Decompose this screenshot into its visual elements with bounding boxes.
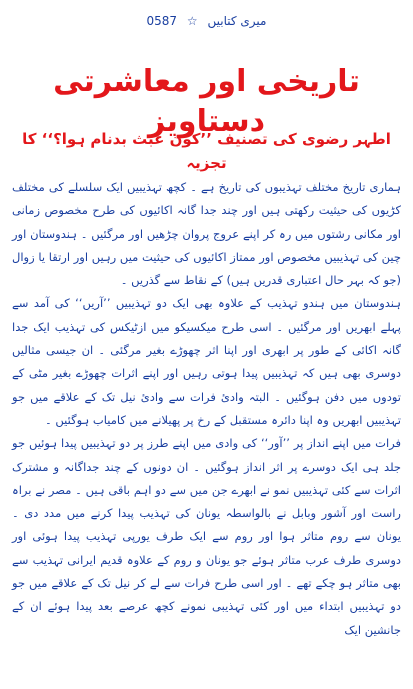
paragraph: ہندوستان میں ہندو تہذیب کے علاوہ بھی ایک دو تہذیبیں ’’آریں‘‘ کی آمد سے پہلے ابھریں اور مرگئیں ۔ اسی طرح میکسیکو میں ازٹیکس کی تہذیب ایک جدا گانہ اکائی کے طور پر ابھری اور اپنا اثر چھوڑے بغیر مرگئی ۔ ان جیسی مثالیں دوسری بھی ہیں کہ تہذیبیں پیدا ہوتی رہیں اور اپنے اثرات چھوڑے بغیر مٹی کے تودوں میں دفن ہوگئیں ۔ البتہ وادئ فرات سے وادئ نیل تک کے علاقے میں جو تہذیبیں ابھریں وہ اپنا دائرہ مستقبل کے رخ پر پھیلانے میں کامیاب ہوگئیں ۔ — [12, 296, 401, 427]
series-label: میری کتابیں — [207, 14, 267, 28]
article-title: تاریخی اور معاشرتی دستاویز — [53, 64, 360, 139]
book-number: 0587 — [146, 14, 178, 28]
paragraph: ہماری تاریخ مختلف تہذیبوں کی تاریخ ہے ۔ کچھ تہذیبیں ایک سلسلے کی مختلف کڑیوں کی حیثیت رکھتی ہیں اور چند جدا گانہ اکائیوں کی طرح مخصوص زمانی اور مکانی رشتوں میں رہ کر اپنے عروج پروان چڑھیں اور مرگئیں ۔ ہندوستان اور چین کی تہذیبیں مخصوص اور ممتاز اکائیوں کی حیثیت میں رہیں اور ارتقا یا زوال (جو کہ بہر حال اعتباری قدریں ہیں) کے نقاط سے گذریں ۔ — [12, 180, 401, 288]
page-header — [0, 14, 413, 28]
paragraph: فرات میں اپنے انداز پر ’’آور‘‘ کی وادی میں اپنے طرز پر دو تہذیبیں پیدا ہوئیں جو جلد ہی ایک دوسرے پر اثر انداز ہوگئیں ۔ ان دونوں کے چند جداگانہ و مشترک اثرات سے کئی تہذیبیں نمو نے ابھرے جن میں سے دو اہم باقی ہیں ۔ مصر نے براہ راست اور آشور وبابل نے بالواسطہ یونان کی تہذیب پیدا کرنے میں مدد دی ۔ یونان سے روم متاثر ہوا اور روم سے ایک طرف یورپی تہذیب پیدا ہوئی اور دوسری طرف عرب متاثر ہوئے جو یونان و روم کے علاوہ قدیم ایرانی تہذیب سے بھی متاثر ہو چکے تھے ۔ اور اسی طرح فرات سے لے کر نیل تک کے علاقے میں جو دو تہذیبیں ابتداء میں اور کئی تہذیبی نمونے کچھ عرصے بعد پیدا ہوئے ان کے جانشین ایک — [12, 436, 401, 637]
article-body — [12, 176, 401, 642]
star-icon: ☆ — [186, 14, 198, 28]
article-subtitle: اطہر رضوی کی تصنیف ’’کون عبث بدنام ہوا؟‘‘ کا تجزیہ — [22, 130, 391, 172]
